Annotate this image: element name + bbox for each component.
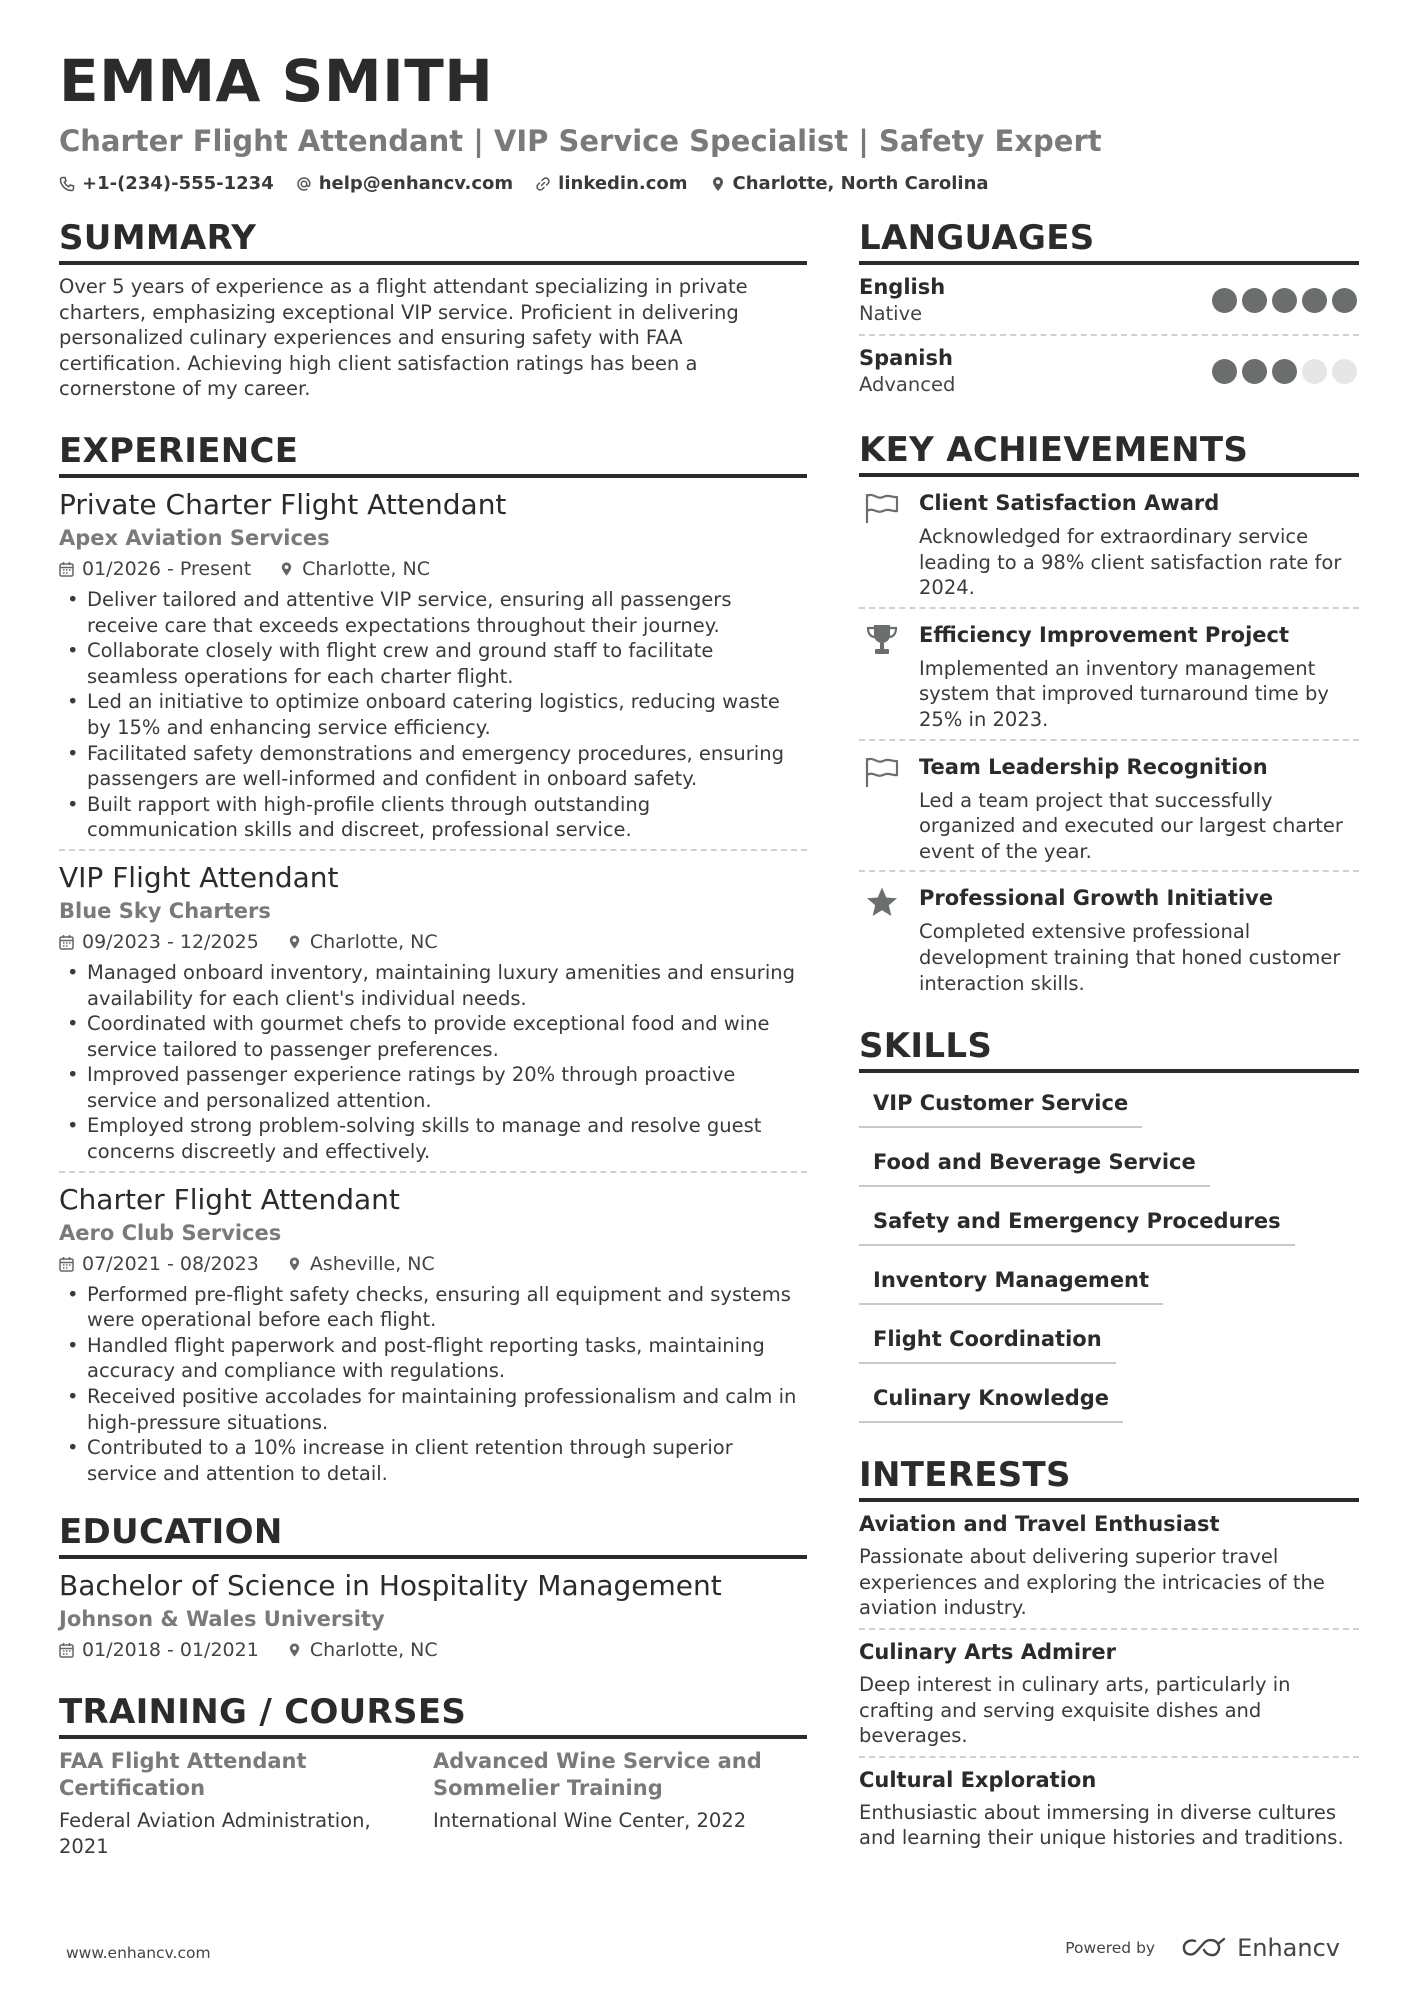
skills-section [859,1024,1359,1435]
flag-icon [863,755,901,789]
candidate-name: EMMA SMITH [59,47,494,115]
job-bullet: • Performed pre-flight safety checks, ensuring all equipment and systems were operational before each flight. [59,1282,807,1333]
rating-dot [1242,288,1267,313]
achievement-desc: Implemented an inventory management system that improved turnaround time by 25% in 2023. [919,656,1329,731]
interest-item [859,1502,1359,1628]
language-level: Native [859,302,923,325]
interest-desc: Passionate about delivering superior travel experiences and exploring the intricacies of the aviation industry. [859,1545,1325,1620]
school-name: Johnson & Wales University [59,1607,385,1632]
at-icon [296,176,312,192]
achievement-title: Professional Growth Initiative [919,886,1274,911]
education-dates-text: 01/2018 - 01/2021 [82,1639,259,1662]
job-bullet: • Built rapport with high-profile clients through outstanding communication skills and discreet, professional service. [59,792,807,843]
interest-title: Cultural Exploration [859,1767,1097,1792]
job-location [279,555,430,583]
achievement-desc: Led a team project that successfully organized and executed our largest charter event of the year. [919,788,1343,863]
rating-dot [1332,359,1357,384]
job-entry [59,1171,807,1493]
brand-name: Enhancv [1237,1934,1340,1962]
experience-section [59,429,807,1492]
achievement-title: Client Satisfaction Award [919,491,1220,515]
education-heading: EDUCATION [59,1510,807,1559]
trophy-icon [863,623,901,657]
star-icon [863,886,901,920]
course-title: FAA Flight Attendant Certification [59,1749,307,1800]
rating-dot [1272,359,1297,384]
location-pin-icon [287,1642,302,1658]
course-provider: International Wine Center, 2022 [433,1809,747,1833]
job-location-text: Charlotte, NC [302,557,430,580]
job-meta [59,928,807,956]
job-bullet: • Deliver tailored and attentive VIP service, ensuring all passengers receive care that exceeds expectations throughout their journey. [59,587,807,638]
job-bullet: • Led an initiative to optimize onboard catering logistics, reducing waste by 15% and enhancing service efficiency. [59,689,807,740]
right-column [859,216,1359,1858]
job-dates-text: 01/2026 - Present [82,557,252,580]
job-bullets [59,587,807,843]
job-company: Aero Club Services [59,1220,282,1245]
course-title: Advanced Wine Service and Sommelier Training [433,1749,762,1800]
language-name: English [859,275,946,299]
job-meta [59,555,807,583]
interest-title: Culinary Arts Admirer [859,1639,1117,1664]
job-entry [59,478,807,849]
skill-tag: Food and Beverage Service [859,1140,1210,1187]
rating-dot [1212,359,1237,384]
job-company: Blue Sky Charters [59,898,271,923]
achievement-item [859,477,1359,607]
achievement-title: Team Leadership Recognition [919,754,1268,779]
skill-tag: Inventory Management [859,1258,1163,1305]
education-section [59,1510,807,1670]
achievement-desc: Completed extensive professional development training that honed customer interaction skills. [919,920,1341,995]
course-item [433,1748,807,1859]
rating-dot [1242,359,1267,384]
resume-header [59,42,1359,197]
link-icon [535,176,551,192]
job-bullet: • Received positive accolades for maintaining professionalism and calm in high-pressure situations. [59,1384,807,1435]
interest-desc: Deep interest in culinary arts, particularly in crafting and serving exquisite dishes and beverages. [859,1672,1291,1748]
education-meta [59,1636,807,1664]
job-bullet: • Improved passenger experience ratings by 20% through proactive service and personalized attention. [59,1062,807,1113]
course-provider: Federal Aviation Administration, 2021 [59,1809,371,1858]
job-dates-text: 07/2021 - 08/2023 [82,1252,259,1275]
rating-dot [1332,288,1357,313]
job-bullet: • Managed onboard inventory, maintaining luxury amenities and ensuring availability for each client's individual needs. [59,960,807,1011]
phone-text: +1-(234)-555-1234 [82,173,274,194]
achievement-desc: Acknowledged for extraordinary service leading to a 98% client satisfaction rate for 2024. [919,525,1342,600]
footer-branding [1065,1934,1340,1962]
achievement-title: Efficiency Improvement Project [919,622,1290,647]
location-pin-icon [287,934,302,950]
interest-desc: Enthusiastic about immersing in diverse cultures and learning their unique histories and traditions. [859,1800,1344,1850]
interests-heading: INTERESTS [859,1453,1359,1502]
location-pin-icon [710,176,726,192]
contact-phone[interactable] [59,171,274,197]
job-bullets [59,1282,807,1487]
language-item [859,334,1359,405]
phone-icon [59,176,75,192]
language-rating [1212,359,1357,384]
language-level: Advanced [859,373,956,396]
education-location [287,1636,438,1664]
calendar-icon [59,1256,74,1272]
job-dates-text: 09/2023 - 12/2025 [82,930,259,953]
job-bullet: • Contributed to a 10% increase in client retention through superior service and attention to detail. [59,1435,807,1486]
job-dates [59,555,251,583]
job-company: Apex Aviation Services [59,525,330,550]
rating-dot [1302,359,1327,384]
job-bullet: • Handled flight paperwork and post-flight reporting tasks, maintaining accuracy and compliance with regulations. [59,1333,807,1384]
location-pin-icon [279,561,294,577]
job-meta [59,1250,807,1278]
training-heading: TRAINING / COURSES [59,1690,807,1739]
calendar-icon [59,1642,74,1658]
course-item [59,1748,433,1859]
education-entry [59,1559,807,1670]
summary-heading: SUMMARY [59,216,807,265]
contact-location [710,171,989,197]
location-pin-icon [287,1256,302,1272]
course-list [59,1748,807,1859]
job-location [287,928,438,956]
job-title: Charter Flight Attendant [59,1182,400,1216]
flag-icon [863,491,901,525]
job-location [287,1250,435,1278]
job-dates [59,928,259,956]
summary-text: Over 5 years of experience as a flight attendant specializing in private charters, emphasizing exceptional VIP service. Proficient in delivering personalized culinary experiences and ensuring safety with FAA certification. Achieving high client satisfaction ratings has been a cornerstone of my career. [59,275,748,401]
job-bullet: • Collaborate closely with flight crew and ground staff to facilitate seamless operations for each charter flight. [59,638,807,689]
powered-by-text: Powered by [1065,1939,1156,1957]
job-location-text: Charlotte, NC [309,930,438,953]
contact-linkedin[interactable] [535,171,687,197]
degree-title: Bachelor of Science in Hospitality Management [59,1569,722,1603]
education-dates [59,1636,259,1664]
calendar-icon [59,561,74,577]
job-bullet: • Facilitated safety demonstrations and emergency procedures, ensuring passengers are well-informed and confident in onboard safety. [59,741,807,792]
interest-item [859,1628,1359,1756]
footer-website[interactable]: www.enhancv.com [66,1944,211,1962]
job-location-text: Asheville, NC [309,1252,435,1275]
experience-heading: EXPERIENCE [59,429,807,478]
interest-item [859,1756,1359,1858]
training-section [59,1690,807,1859]
job-bullets [59,960,807,1165]
job-bullet: • Employed strong problem-solving skills to manage and resolve guest concerns discreetly and effectively. [59,1113,807,1164]
languages-section [859,216,1359,405]
job-dates [59,1250,259,1278]
job-entry [59,849,807,1171]
achievements-section [859,428,1359,1002]
skill-list [859,1081,1359,1435]
skill-tag: Flight Coordination [859,1317,1116,1364]
skill-tag: Culinary Knowledge [859,1376,1123,1423]
contact-email[interactable] [296,171,513,197]
language-name: Spanish [859,346,953,370]
job-bullet: • Coordinated with gourmet chefs to provide exceptional food and wine service tailored to passenger preferences. [59,1011,807,1062]
achievement-item [859,870,1359,1002]
job-title: Private Charter Flight Attendant [59,487,507,521]
brand-logo[interactable] [1181,1934,1340,1962]
calendar-icon [59,934,74,950]
achievement-item [859,739,1359,871]
job-title: VIP Flight Attendant [59,860,339,894]
email-text: help@enhancv.com [318,173,514,194]
education-location-text: Charlotte, NC [309,1639,438,1662]
enhancv-logo-icon [1181,1936,1227,1960]
location-text: Charlotte, North Carolina [732,173,989,194]
language-item [859,265,1359,334]
achievements-heading: KEY ACHIEVEMENTS [859,428,1359,477]
left-column [59,216,807,1860]
skill-tag: VIP Customer Service [859,1081,1142,1128]
linkedin-text: linkedin.com [558,173,688,194]
language-rating [1212,288,1357,313]
skill-tag: Safety and Emergency Procedures [859,1199,1295,1246]
rating-dot [1212,288,1237,313]
achievement-item [859,607,1359,739]
candidate-title: Charter Flight Attendant | VIP Service Specialist | Safety Expert [59,124,1102,158]
languages-heading: LANGUAGES [859,216,1359,265]
skills-heading: SKILLS [859,1024,1359,1073]
rating-dot [1272,288,1297,313]
interests-section [859,1453,1359,1858]
interest-title: Aviation and Travel Enthusiast [859,1512,1220,1537]
rating-dot [1302,288,1327,313]
contact-bar [59,171,1359,197]
summary-section [59,216,807,402]
